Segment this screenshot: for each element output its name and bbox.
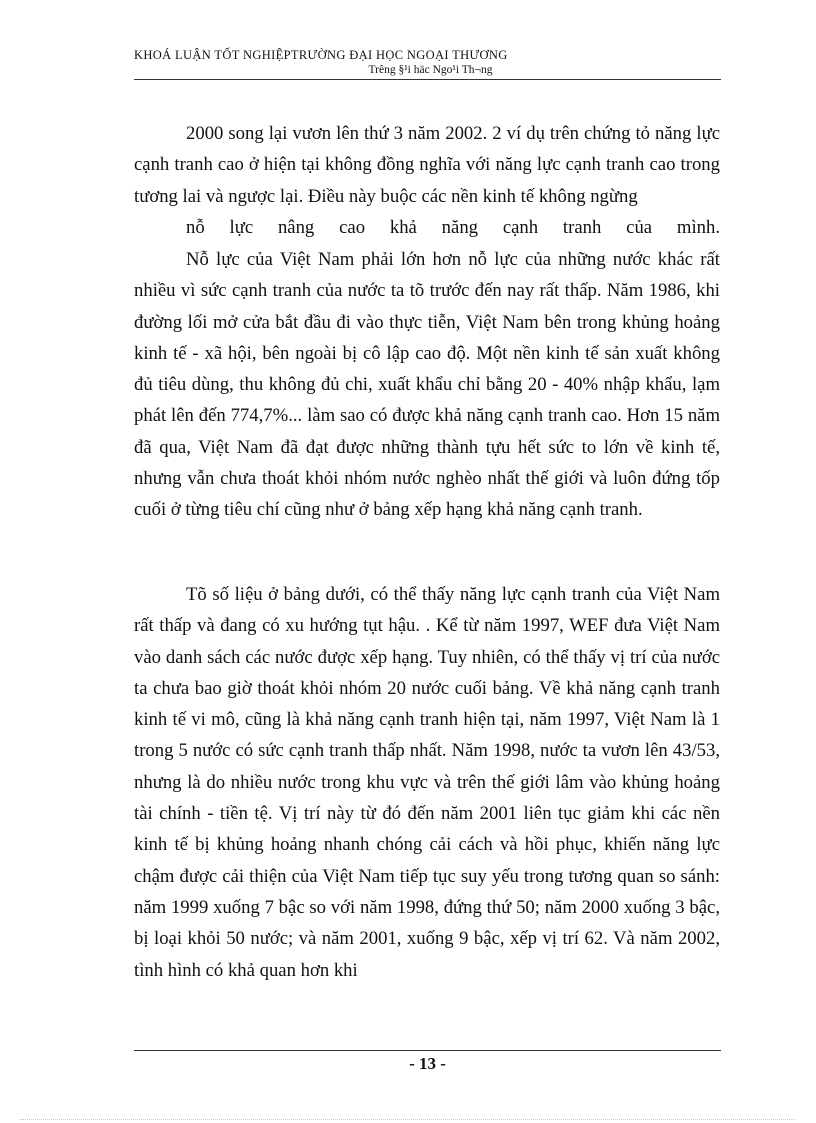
page-edge-divider — [20, 1119, 796, 1120]
page-header — [134, 47, 721, 78]
paragraph-3: Tõ số liệu ở bảng dưới, có thể thấy năng lực cạnh tranh của Việt Nam rất thấp và đang có xu hướng tụt hậu. . Kể từ năm 1997, WEF đưa Việt Nam vào danh sách các nước được xếp hạng. Tuy nhiên, có thể thấy vị trí của nước ta chưa bao giờ thoát khỏi nhóm 20 nước cuối bảng. Về khả năng cạnh tranh kinh tế vi mô, cũng là khả năng cạnh tranh hiện tại, năm 1997, Việt Nam là 1 trong 5 nước có sức cạnh tranh thấp nhất. Năm 1998, nước ta vươn lên 43/53, nhưng là do nhiều nước trong khu vực và trên thế giới lâm vào khủng hoảng tài chính - tiền tệ. Vị trí này từ đó đến năm 2001 liên tục giảm khi các nền kinh tế bị khủng hoảng nhanh chóng cải cách và hồi phục, khiến năng lực chậm được cải thiện của Việt Nam tiếp tục suy yếu trong tương quan so sánh: năm 1999 xuống 7 bậc so với năm 1998, đứng thứ 50; năm 2000 xuống 3 bậc, bị loại khỏi 50 nước; và năm 2001, xuống 9 bậc, xếp vị trí 62. Và năm 2002, tình hình có khả quan hơn khi — [134, 584, 720, 981]
paragraph-1-text: 2000 song lại vươn lên thứ 3 năm 2002. 2 ví dụ trên chứng tỏ năng lực cạnh tranh cao ở hiện tại không đồng nghĩa với năng lực cạnh tranh cao trong tương lai và ngược lại. Điều này buộc các nền kinh tế không ngừng — [134, 123, 720, 207]
paragraph-2: Nỗ lực của Việt Nam phải lớn hơn nỗ lực của những nước khác rất nhiều vì sức cạnh tranh của nước ta tõ trước đến nay rất thấp. Năm 1986, khi đường lối mở cửa bắt đầu đi vào thực tiễn, Việt Nam bên trong khủng hoảng kinh tế - xã hội, bên ngoài bị cô lập cao độ. Một nền kinh tế sản xuất không đủ tiêu dùng, thu không đủ chi, xuất khẩu chỉ bằng 20 - 40% nhập khẩu, lạm phát lên đến 774,7%... làm sao có được khả năng cạnh tranh cao. Hơn 15 năm đã qua, Việt Nam đã đạt được những thành tựu hết sức to lớn về kinh tế, nhưng vẫn chưa thoát khỏi nhóm nước nghèo nhất thế giới và luôn đứng tốp cuối ở từng tiêu chí cũng như ở bảng xếp hạng khả năng cạnh tranh. — [134, 249, 720, 521]
page-number: - 13 - — [409, 1054, 446, 1073]
header-subtitle: Trêng §¹i häc Ngo¹i Th¬ng — [368, 64, 493, 76]
paragraph-1 — [134, 118, 720, 243]
footer-divider — [134, 1050, 721, 1051]
paragraph-1-last-line: nỗ lực nâng cao khả năng cạnh tranh của mình. — [186, 216, 720, 238]
header-title: KHOÁ LUẬN TỐT NGHIỆPTRƯỜNG ĐẠI HỌC NGOẠI THƯƠNG — [134, 48, 508, 62]
header-divider — [134, 79, 721, 80]
